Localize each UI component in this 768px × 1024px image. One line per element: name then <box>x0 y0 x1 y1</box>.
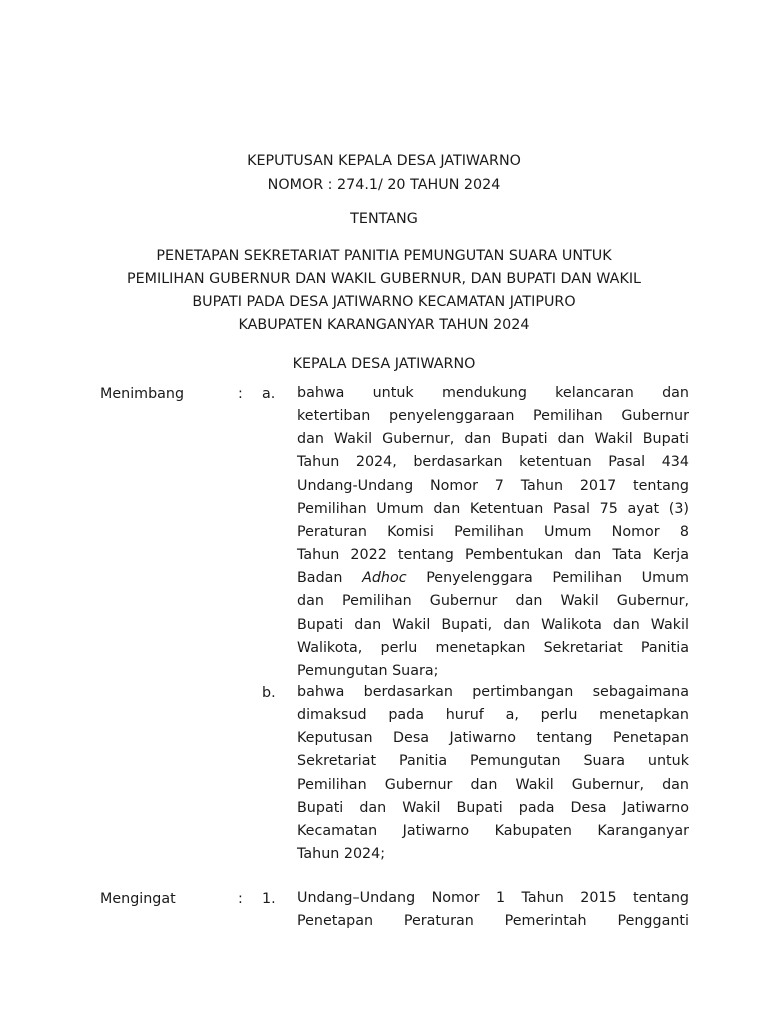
paragraph-line: Tahun 2024; <box>297 846 386 863</box>
paragraph-line: Kecamatan Jatiwarno Kabupaten Karanganyar <box>297 822 689 839</box>
legal-basis-1 <box>297 887 689 933</box>
line-rest: Penyelenggara Pemilihan Umum <box>426 570 689 587</box>
paragraph-line: Undang–Undang Nomor 1 Tahun 2015 tentang <box>297 890 689 906</box>
consideration-b <box>297 681 689 866</box>
paragraph-line <box>297 567 689 590</box>
item-marker: a. <box>262 386 276 402</box>
paragraph-line: Bupati dan Wakil Bupati, dan Walikota dan Wakil <box>297 616 689 633</box>
menimbang-colon: : <box>238 386 243 402</box>
paragraph-line: ketertiban penyelenggaraan Pemilihan Gubernur <box>297 408 689 425</box>
mengingat-label: Mengingat <box>100 891 176 907</box>
paragraph-line: Keputusan Desa Jatiwarno tentang Penetapan <box>297 730 689 747</box>
paragraph-line: dimaksud pada huruf a, perlu menetapkan <box>297 707 689 724</box>
paragraph-line: Undang-Undang Nomor 7 Tahun 2017 tentang <box>297 477 689 494</box>
line-prefix: Badan <box>297 570 343 587</box>
item-marker: 1. <box>262 891 276 907</box>
paragraph-line: Pemilihan Umum dan Ketentuan Pasal 75 ayat (3) <box>297 500 689 517</box>
consideration-a <box>297 382 689 683</box>
subject-line: PENETAPAN SEKRETARIAT PANITIA PEMUNGUTAN SUARA UNTUK <box>156 248 612 264</box>
italic-term: Adhoc <box>362 570 407 587</box>
paragraph-line: dan Pemilihan Gubernur dan Wakil Gubernur, <box>297 593 689 610</box>
paragraph-line: bahwa berdasarkan pertimbangan sebagaimana <box>297 684 689 700</box>
decree-number: NOMOR : 274.1/ 20 TAHUN 2024 <box>267 177 501 193</box>
item-marker: b. <box>262 685 276 701</box>
paragraph-line: Tahun 2022 tentang Pembentukan dan Tata Kerja <box>297 547 689 564</box>
paragraph-line: Sekretariat Panitia Pemungutan Suara untuk <box>297 753 689 770</box>
subject-line: BUPATI PADA DESA JATIWARNO KECAMATAN JATIPURO <box>192 294 576 310</box>
paragraph-line: Bupati dan Wakil Bupati pada Desa Jatiwarno <box>297 799 689 816</box>
authority-heading: KEPALA DESA JATIWARNO <box>292 356 476 372</box>
mengingat-colon: : <box>238 891 243 907</box>
paragraph-line: Pemilihan Gubernur dan Wakil Gubernur, dan <box>297 776 689 793</box>
subject-line: PEMILIHAN GUBERNUR DAN WAKIL GUBERNUR, DAN BUPATI DAN WAKIL <box>126 271 642 287</box>
paragraph-line: dan Wakil Gubernur, dan Bupati dan Wakil Bupati <box>297 431 689 448</box>
paragraph-line: Walikota, perlu menetapkan Sekretariat Panitia <box>297 639 689 656</box>
paragraph-line: bahwa untuk mendukung kelancaran dan <box>297 385 689 401</box>
paragraph-line: Tahun 2024, berdasarkan ketentuan Pasal 434 <box>297 454 689 471</box>
menimbang-label: Menimbang <box>100 386 185 402</box>
paragraph-line: Penetapan Peraturan Pemerintah Pengganti <box>297 913 689 930</box>
subject-line: KABUPATEN KARANGANYAR TAHUN 2024 <box>238 317 530 333</box>
paragraph-line: Peraturan Komisi Pemilihan Umum Nomor 8 <box>297 523 689 540</box>
tentang-heading: TENTANG <box>350 211 418 227</box>
paragraph-line: Pemungutan Suara; <box>297 662 439 679</box>
decree-title: KEPUTUSAN KEPALA DESA JATIWARNO <box>247 153 521 169</box>
